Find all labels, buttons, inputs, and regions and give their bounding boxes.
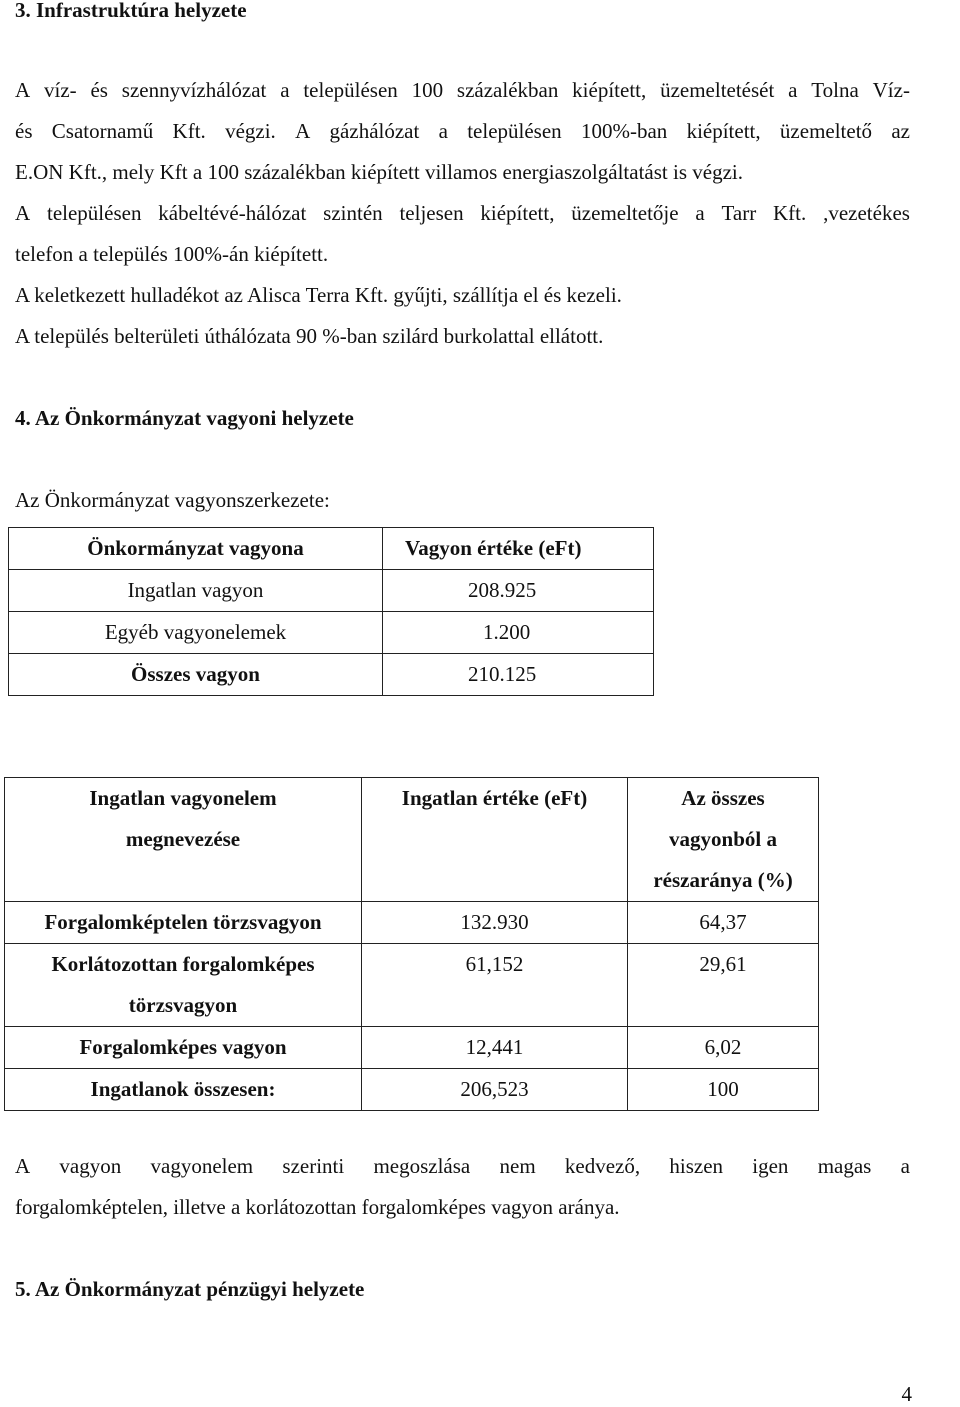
word: százalékban [456, 78, 559, 102]
table-cell: 61,152 [362, 944, 628, 1027]
word: kiépített, [686, 119, 761, 143]
table-header-row [5, 778, 819, 902]
table-cell: 100 [628, 1069, 819, 1111]
word: Tolna [811, 78, 859, 102]
table-row [5, 1069, 819, 1111]
word: 100 [411, 78, 444, 102]
word: Kft. [773, 201, 807, 225]
word: vagyon [59, 1154, 122, 1178]
word: a [280, 78, 290, 102]
assets-table [8, 527, 654, 696]
table-cell: Ingatlanok összesen: [5, 1069, 362, 1111]
word: településen [467, 119, 562, 143]
header-cell: Önkormányzat vagyona [9, 528, 383, 570]
para2: A keletkezett hulladékot az Alisca Terra Kft. gyűjti, szállítja el és kezeli. [15, 283, 622, 307]
table-cell: Forgalomképtelen törzsvagyon [5, 902, 362, 944]
word: 100%-ban [580, 119, 668, 143]
word: településen [46, 201, 142, 225]
word: és [90, 78, 108, 102]
word: szerinti [282, 1154, 345, 1178]
para3: A település belterületi úthálózata 90 %-ban szilárd burkolattal ellátott. [15, 324, 604, 348]
word: A [15, 201, 31, 225]
para1-line3: E.ON Kft., mely Kft a 100 százalékban kiépített villamos energiaszolgáltatást is végzi. [15, 160, 743, 184]
word: a [695, 201, 705, 225]
word: kábeltévé-hálózat [158, 201, 307, 225]
table-row [5, 902, 819, 944]
para1-line1 [15, 78, 910, 103]
table-cell: 210.125 [383, 654, 654, 696]
table-cell: 12,441 [362, 1027, 628, 1069]
word: gázhálózat [329, 119, 420, 143]
word: megoszlása [373, 1154, 471, 1178]
word: Kft. [172, 119, 206, 143]
conclusion-line2: forgalomképtelen, illetve a korlátozottan forgalomképes vagyon aránya. [15, 1195, 620, 1219]
table-cell: 208.925 [383, 570, 654, 612]
table-cell: 29,61 [628, 944, 819, 1027]
table-cell: 64,37 [628, 902, 819, 944]
word: szintén [323, 201, 383, 225]
word: településen [303, 78, 398, 102]
table-cell: Forgalomképes vagyon [5, 1027, 362, 1069]
word: A [15, 78, 31, 102]
table-row [9, 612, 654, 654]
word: a [438, 119, 448, 143]
word: teljesen [399, 201, 464, 225]
section-3-heading: 3. Infrastruktúra helyzete [15, 0, 247, 22]
table-cell: Egyéb vagyonelemek [9, 612, 383, 654]
page-number: 4 [901, 1382, 912, 1406]
word: üzemeltetését [660, 78, 775, 102]
word: vagyonelem [150, 1154, 254, 1178]
table-cell: 206,523 [362, 1069, 628, 1111]
word: ,vezetékes [823, 201, 910, 225]
table-cell: Korlátozottan forgalomképes törzsvagyon [5, 944, 362, 1027]
word: kiépített, [572, 78, 647, 102]
section-4-heading: 4. Az Önkormányzat vagyoni helyzete [15, 406, 354, 430]
table-cell: Ingatlan vagyon [9, 570, 383, 612]
word: Tarr [721, 201, 757, 225]
word: magas [817, 1154, 872, 1178]
header-cell: Ingatlan értéke (eFt) [362, 778, 628, 902]
word: kiépített, [480, 201, 555, 225]
section-5-heading: 5. Az Önkormányzat pénzügyi helyzete [15, 1277, 365, 1301]
header-cell: Az összes vagyonból a részaránya (%) [628, 778, 819, 902]
word: üzemeltető [779, 119, 873, 143]
word: szennyvízhálózat [121, 78, 267, 102]
table-cell: Összes vagyon [9, 654, 383, 696]
word: hiszen [669, 1154, 724, 1178]
real-estate-table [4, 777, 819, 1111]
conclusion-line1 [15, 1154, 910, 1179]
header-cell: Vagyon értéke (eFt) [383, 528, 654, 570]
word: igen [752, 1154, 789, 1178]
word: kedvező, [564, 1154, 641, 1178]
table-row [5, 944, 819, 1027]
word: az [891, 119, 910, 143]
word: üzemeltetője [571, 201, 679, 225]
word: a [788, 78, 798, 102]
word: végzi. [225, 119, 276, 143]
word: víz- [43, 78, 77, 102]
para1-line2 [15, 119, 910, 144]
word: és [15, 119, 33, 143]
para1-line4 [15, 201, 910, 226]
table-header-row [9, 528, 654, 570]
header-cell: Ingatlan vagyonelem megnevezése [5, 778, 362, 902]
word: nem [499, 1154, 536, 1178]
word: A [15, 1154, 31, 1178]
word: A [295, 119, 311, 143]
word: a [900, 1154, 910, 1178]
table-row [9, 654, 654, 696]
table-row [9, 570, 654, 612]
table-cell: 6,02 [628, 1027, 819, 1069]
table-row [5, 1027, 819, 1069]
para1-line5: telefon a település 100%-án kiépített. [15, 242, 329, 266]
assets-intro: Az Önkormányzat vagyonszerkezete: [15, 488, 330, 512]
table-cell: 1.200 [383, 612, 654, 654]
word: Csatornamű [51, 119, 154, 143]
table-cell: 132.930 [362, 902, 628, 944]
word: Víz- [872, 78, 910, 102]
